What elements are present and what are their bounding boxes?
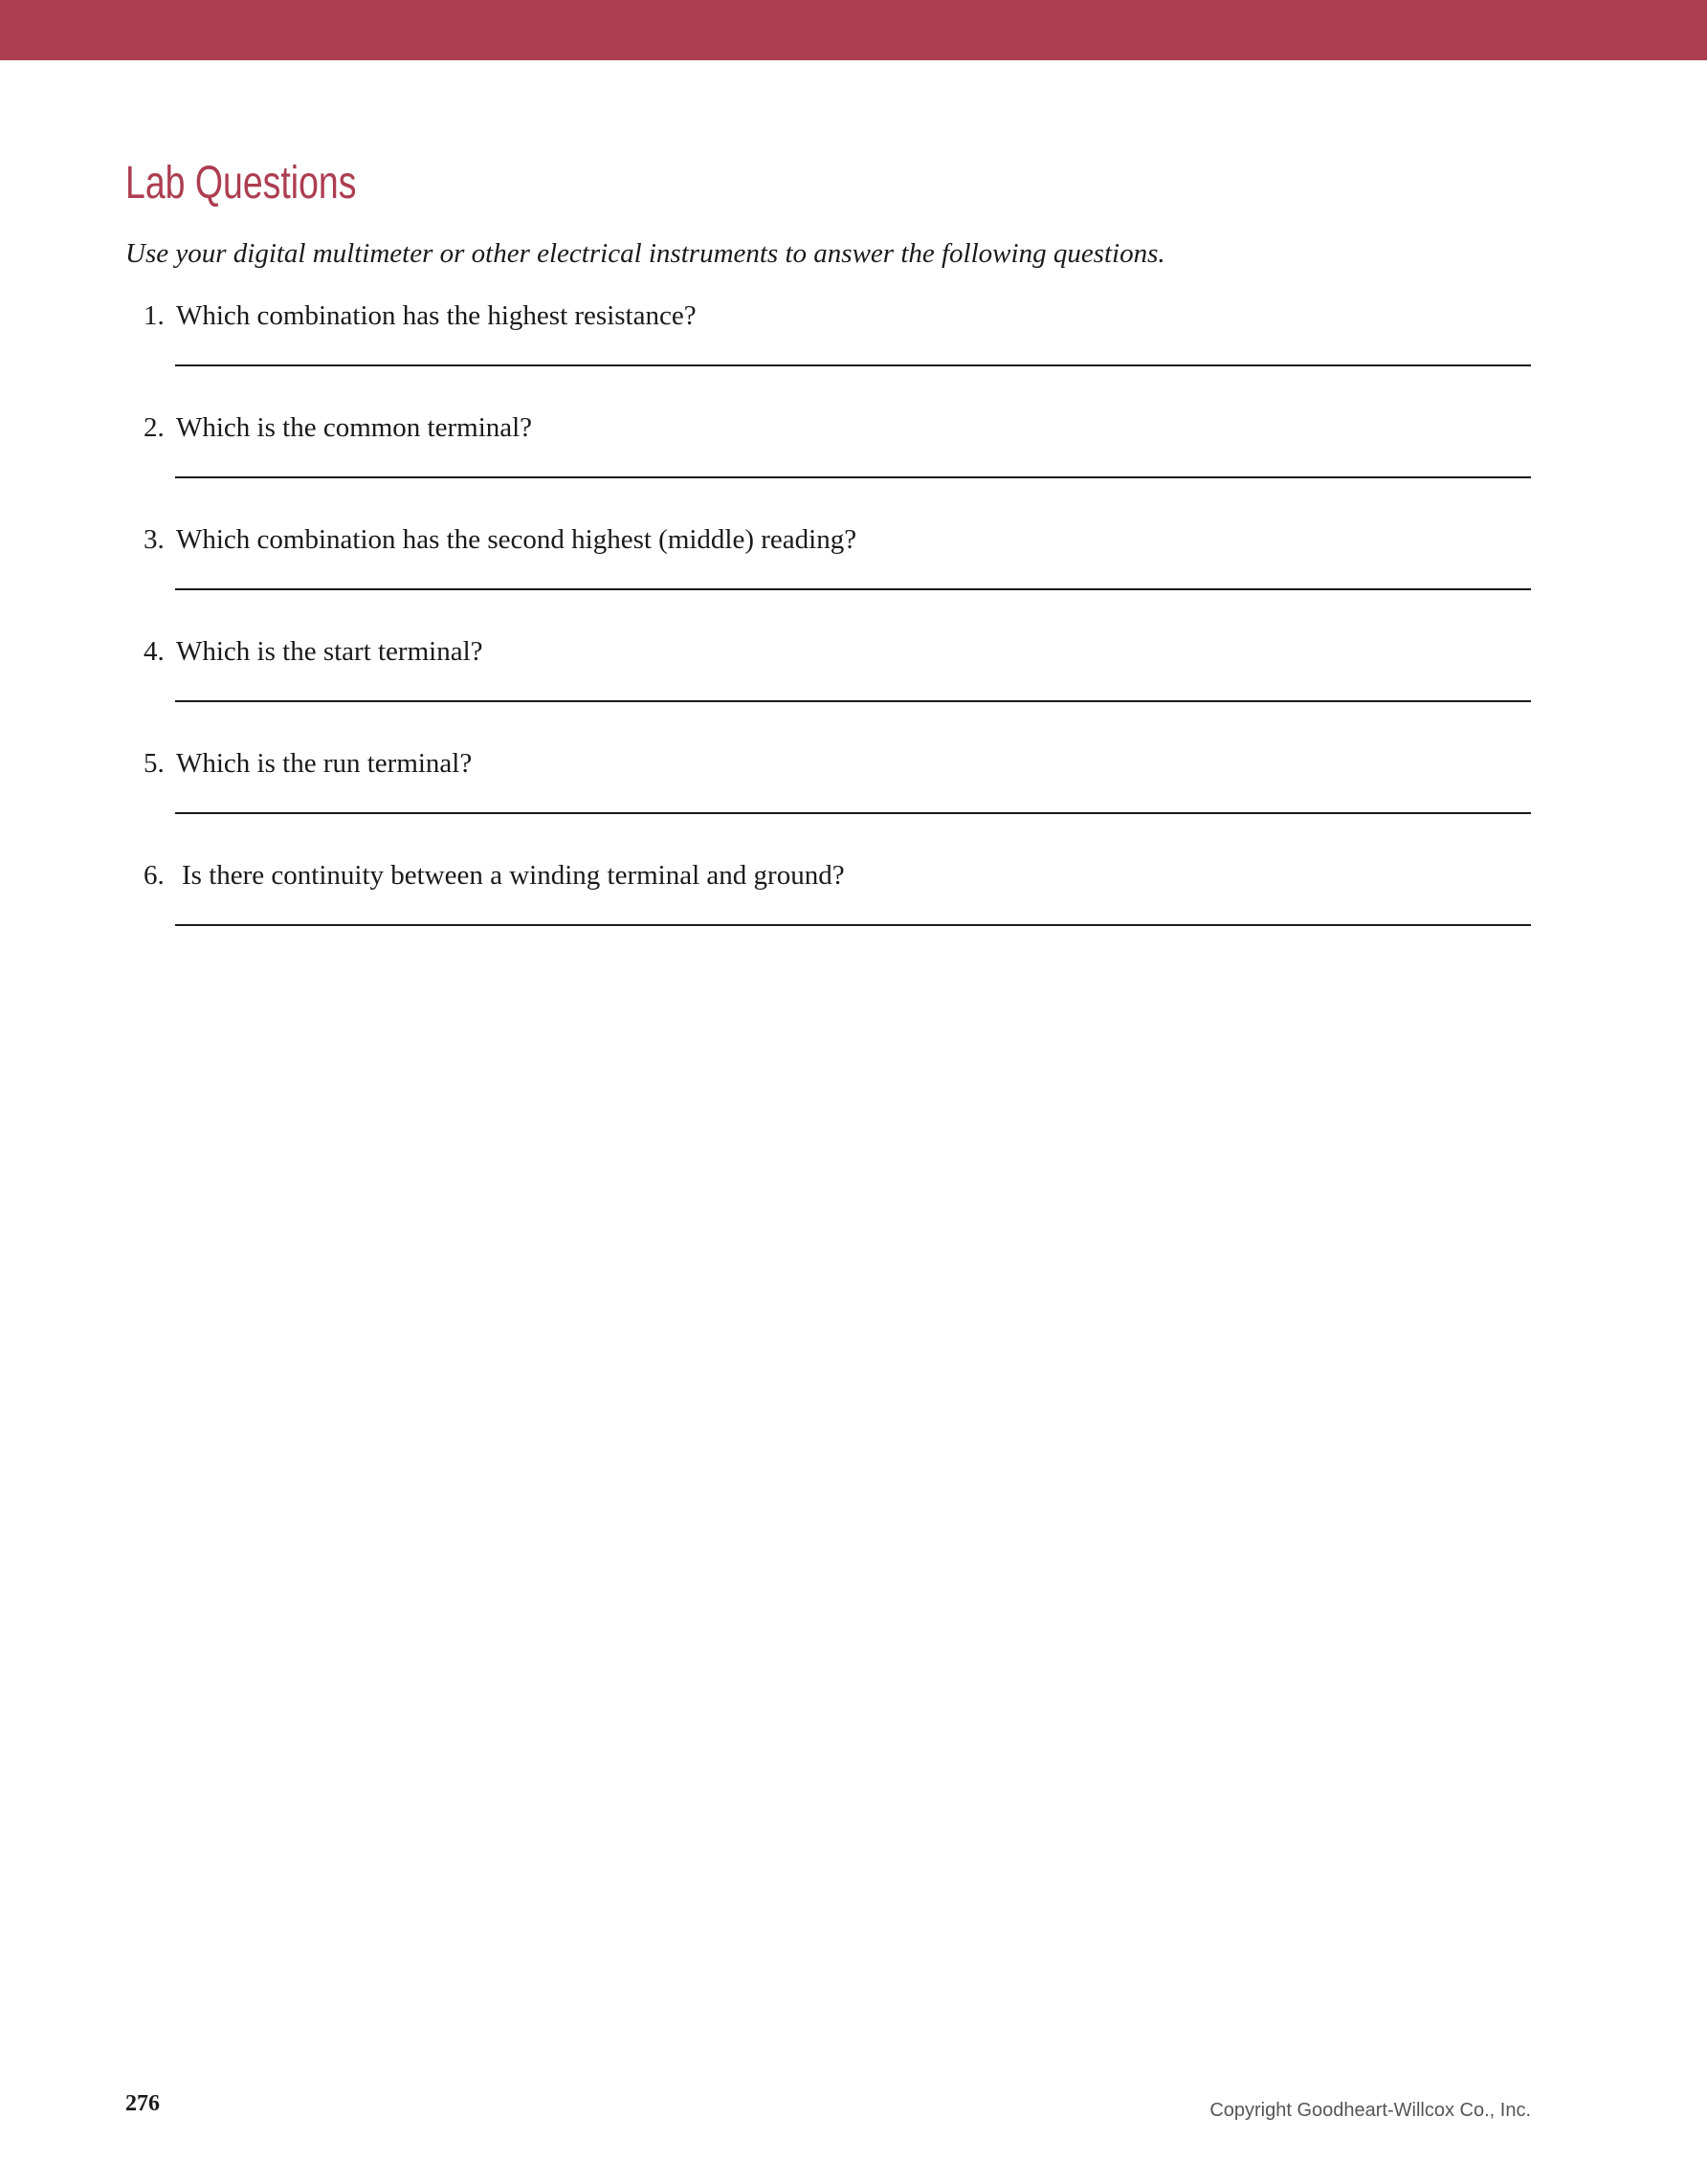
question-text: Which combination has the second highest (middle) reading?: [176, 524, 857, 555]
question-text: Is there continuity between a winding terminal and ground?: [182, 860, 845, 891]
copyright-notice: Copyright Goodheart-Willcox Co., Inc.: [1209, 2100, 1531, 2121]
question-item: [0, 632, 1707, 744]
question-text: Which is the run terminal?: [176, 748, 473, 779]
top-color-band: [0, 0, 1707, 60]
question-text: Which combination has the highest resistance?: [176, 300, 697, 331]
answer-line[interactable]: [175, 476, 1531, 478]
question-text: Which is the start terminal?: [176, 636, 483, 667]
question-number: 3.: [144, 524, 165, 555]
page-number: 276: [125, 2091, 160, 2116]
question-text: Which is the common terminal?: [176, 412, 533, 443]
answer-line[interactable]: [175, 588, 1531, 590]
answer-line[interactable]: [175, 364, 1531, 366]
question-number: 5.: [144, 748, 165, 779]
question-item: [0, 856, 1707, 968]
question-number: 2.: [144, 412, 165, 443]
question-item: [0, 520, 1707, 632]
answer-line[interactable]: [175, 700, 1531, 702]
section-title: Lab Questions: [125, 158, 357, 209]
answer-line[interactable]: [175, 924, 1531, 926]
answer-line[interactable]: [175, 812, 1531, 814]
question-number: 6.: [144, 860, 165, 891]
question-item: [0, 297, 1707, 408]
instructions-text: Use your digital multimeter or other electrical instruments to answer the following questions.: [125, 238, 1165, 269]
question-number: 1.: [144, 300, 165, 331]
question-item: [0, 744, 1707, 856]
question-number: 4.: [144, 636, 165, 667]
question-item: [0, 408, 1707, 520]
